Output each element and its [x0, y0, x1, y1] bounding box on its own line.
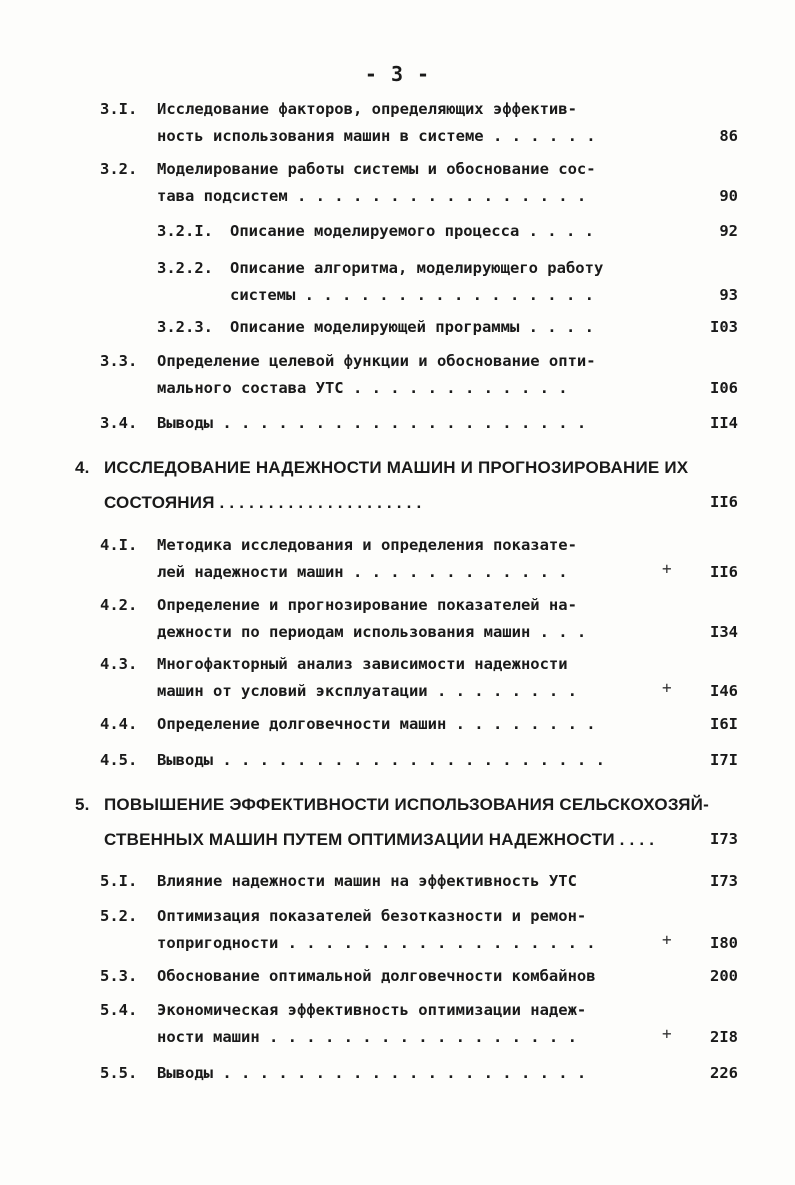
toc-entry	[100, 712, 760, 739]
toc-entry-page: 86	[719, 127, 738, 145]
toc-entry-title-line: Описание алгоритма, моделирующего работу	[230, 259, 604, 277]
toc-entry-number: 3.2.	[100, 160, 138, 178]
toc-entry	[100, 1061, 760, 1088]
toc-entry-title-line: Исследование факторов, определяющих эффектив-	[157, 100, 577, 118]
toc-entry-title-line: Определение и прогнозирование показателей на-	[157, 596, 577, 614]
toc-entry-page: 2I8	[710, 1028, 738, 1046]
toc-entry-number: 5.2.	[100, 907, 138, 925]
toc-entry-number: 4.4.	[100, 715, 138, 733]
toc-entry	[100, 593, 760, 647]
toc-entry-title-line: СТВЕННЫХ МАШИН ПУТЕМ ОПТИМИЗАЦИИ НАДЕЖНОСТИ . . . .	[104, 830, 655, 849]
toc-entry-page: I03	[710, 318, 738, 336]
toc-entry	[157, 315, 760, 342]
toc-entry-number: 5.4.	[100, 1001, 138, 1019]
toc-entry	[100, 411, 760, 438]
toc-entry-page: II6	[710, 493, 738, 511]
toc-entry	[75, 792, 760, 862]
toc-entry	[100, 157, 760, 211]
toc-entry-page: I7I	[710, 751, 738, 769]
toc-entry-title-line: ПОВЫШЕНИЕ ЭФФЕКТИВНОСТИ ИСПОЛЬЗОВАНИЯ СЕЛЬСКОХОЗЯЙ-	[104, 795, 709, 814]
margin-mark: +	[662, 559, 672, 578]
toc-entry-number: 3.I.	[100, 100, 138, 118]
toc-entry-number: 3.3.	[100, 352, 138, 370]
toc-entry-number: 4.5.	[100, 751, 138, 769]
toc-entry-title-line: ИССЛЕДОВАНИЕ НАДЕЖНОСТИ МАШИН И ПРОГНОЗИРОВАНИЕ ИХ	[104, 458, 689, 477]
toc-entry	[100, 533, 760, 587]
toc-entry-number: 5.I.	[100, 872, 138, 890]
toc-entry-title-line: Влияние надежности машин на эффективность УТС	[157, 872, 577, 890]
toc-entry-title-line: Выводы . . . . . . . . . . . . . . . . . . . .	[157, 1064, 587, 1082]
toc-entry	[100, 349, 760, 403]
toc-entry-number: 3.2.I.	[157, 222, 213, 240]
toc-entry-number: 5.5.	[100, 1064, 138, 1082]
toc-entry-title-line: ность использования машин в системе . . . . . .	[157, 127, 596, 145]
toc-entry	[75, 455, 760, 525]
toc-entry	[100, 97, 760, 151]
toc-entry-title-line: машин от условий эксплуатации . . . . . . . .	[157, 682, 577, 700]
toc-entry	[100, 652, 760, 706]
toc-entry	[100, 748, 760, 775]
toc-entry-page: 226	[710, 1064, 738, 1082]
toc-entry-page: II4	[710, 414, 738, 432]
margin-mark: +	[662, 678, 672, 697]
toc-entry-title-line: дежности по периодам использования машин . . .	[157, 623, 587, 641]
toc-entry-number: 4.I.	[100, 536, 138, 554]
toc-entry-number: 4.3.	[100, 655, 138, 673]
toc-entry	[100, 964, 760, 991]
toc-entry-page: I34	[710, 623, 738, 641]
toc-entry-title-line: Определение долговечности машин . . . . . . . .	[157, 715, 596, 733]
toc-entry-title-line: мального состава УТС . . . . . . . . . . . .	[157, 379, 568, 397]
toc-entry-title-line: Моделирование работы системы и обоснование сос-	[157, 160, 596, 178]
toc-entry-title-line: Многофакторный анализ зависимости надежности	[157, 655, 568, 673]
page-number: - 3 -	[364, 62, 431, 86]
toc-entry	[157, 219, 760, 246]
toc-entry-title-line: Выводы . . . . . . . . . . . . . . . . . . . .	[157, 414, 587, 432]
toc-entry-page: 93	[719, 286, 738, 304]
toc-entry-title-line: системы . . . . . . . . . . . . . . . .	[230, 286, 594, 304]
toc-entry-page: I73	[710, 830, 738, 848]
toc-entry-title-line: Оптимизация показателей безотказности и ремон-	[157, 907, 587, 925]
toc-entry-page: 200	[710, 967, 738, 985]
toc-entry-number: 3.4.	[100, 414, 138, 432]
toc-entry-number: 5.	[75, 795, 90, 814]
toc-entry	[100, 869, 760, 896]
toc-entry-title-line: Методика исследования и определения показате-	[157, 536, 577, 554]
toc-entry-page: I6I	[710, 715, 738, 733]
toc-entry-number: 4.2.	[100, 596, 138, 614]
toc-entry-page: I46	[710, 682, 738, 700]
toc-entry-title-line: ности машин . . . . . . . . . . . . . . . . .	[157, 1028, 577, 1046]
toc-entry-number: 3.2.3.	[157, 318, 213, 336]
toc-entry-page: I06	[710, 379, 738, 397]
toc-entry-title-line: Описание моделирующей программы . . . .	[230, 318, 594, 336]
toc-entry-title-line: тава подсистем . . . . . . . . . . . . . . . .	[157, 187, 587, 205]
toc-entry-title-line: Экономическая эффективность оптимизации надеж-	[157, 1001, 587, 1019]
toc-entry-page: I80	[710, 934, 738, 952]
toc-entry-title-line: Выводы . . . . . . . . . . . . . . . . . . . . .	[157, 751, 605, 769]
toc-entry	[157, 256, 760, 310]
toc-entry-page: II6	[710, 563, 738, 581]
toc-entry	[100, 904, 760, 958]
toc-entry-number: 3.2.2.	[157, 259, 213, 277]
margin-mark: +	[662, 1024, 672, 1043]
toc-entry-number: 5.3.	[100, 967, 138, 985]
toc-entry-title-line: Определение целевой функции и обоснование опти-	[157, 352, 596, 370]
toc-entry-page: 92	[719, 222, 738, 240]
toc-entry-page: 90	[719, 187, 738, 205]
margin-mark: +	[662, 930, 672, 949]
toc-entry-title-line: Обоснование оптимальной долговечности комбайнов	[157, 967, 596, 985]
toc-entry-title-line: СОСТОЯНИЯ . . . . . . . . . . . . . . . . . . . . .	[104, 493, 422, 512]
toc-entry	[100, 998, 760, 1052]
toc-entry-title-line: Описание моделируемого процесса . . . .	[230, 222, 594, 240]
toc-entry-number: 4.	[75, 458, 90, 477]
toc-entry-title-line: топригодности . . . . . . . . . . . . . . . . .	[157, 934, 596, 952]
toc-entry-page: I73	[710, 872, 738, 890]
toc-entry-title-line: лей надежности машин . . . . . . . . . . . .	[157, 563, 568, 581]
